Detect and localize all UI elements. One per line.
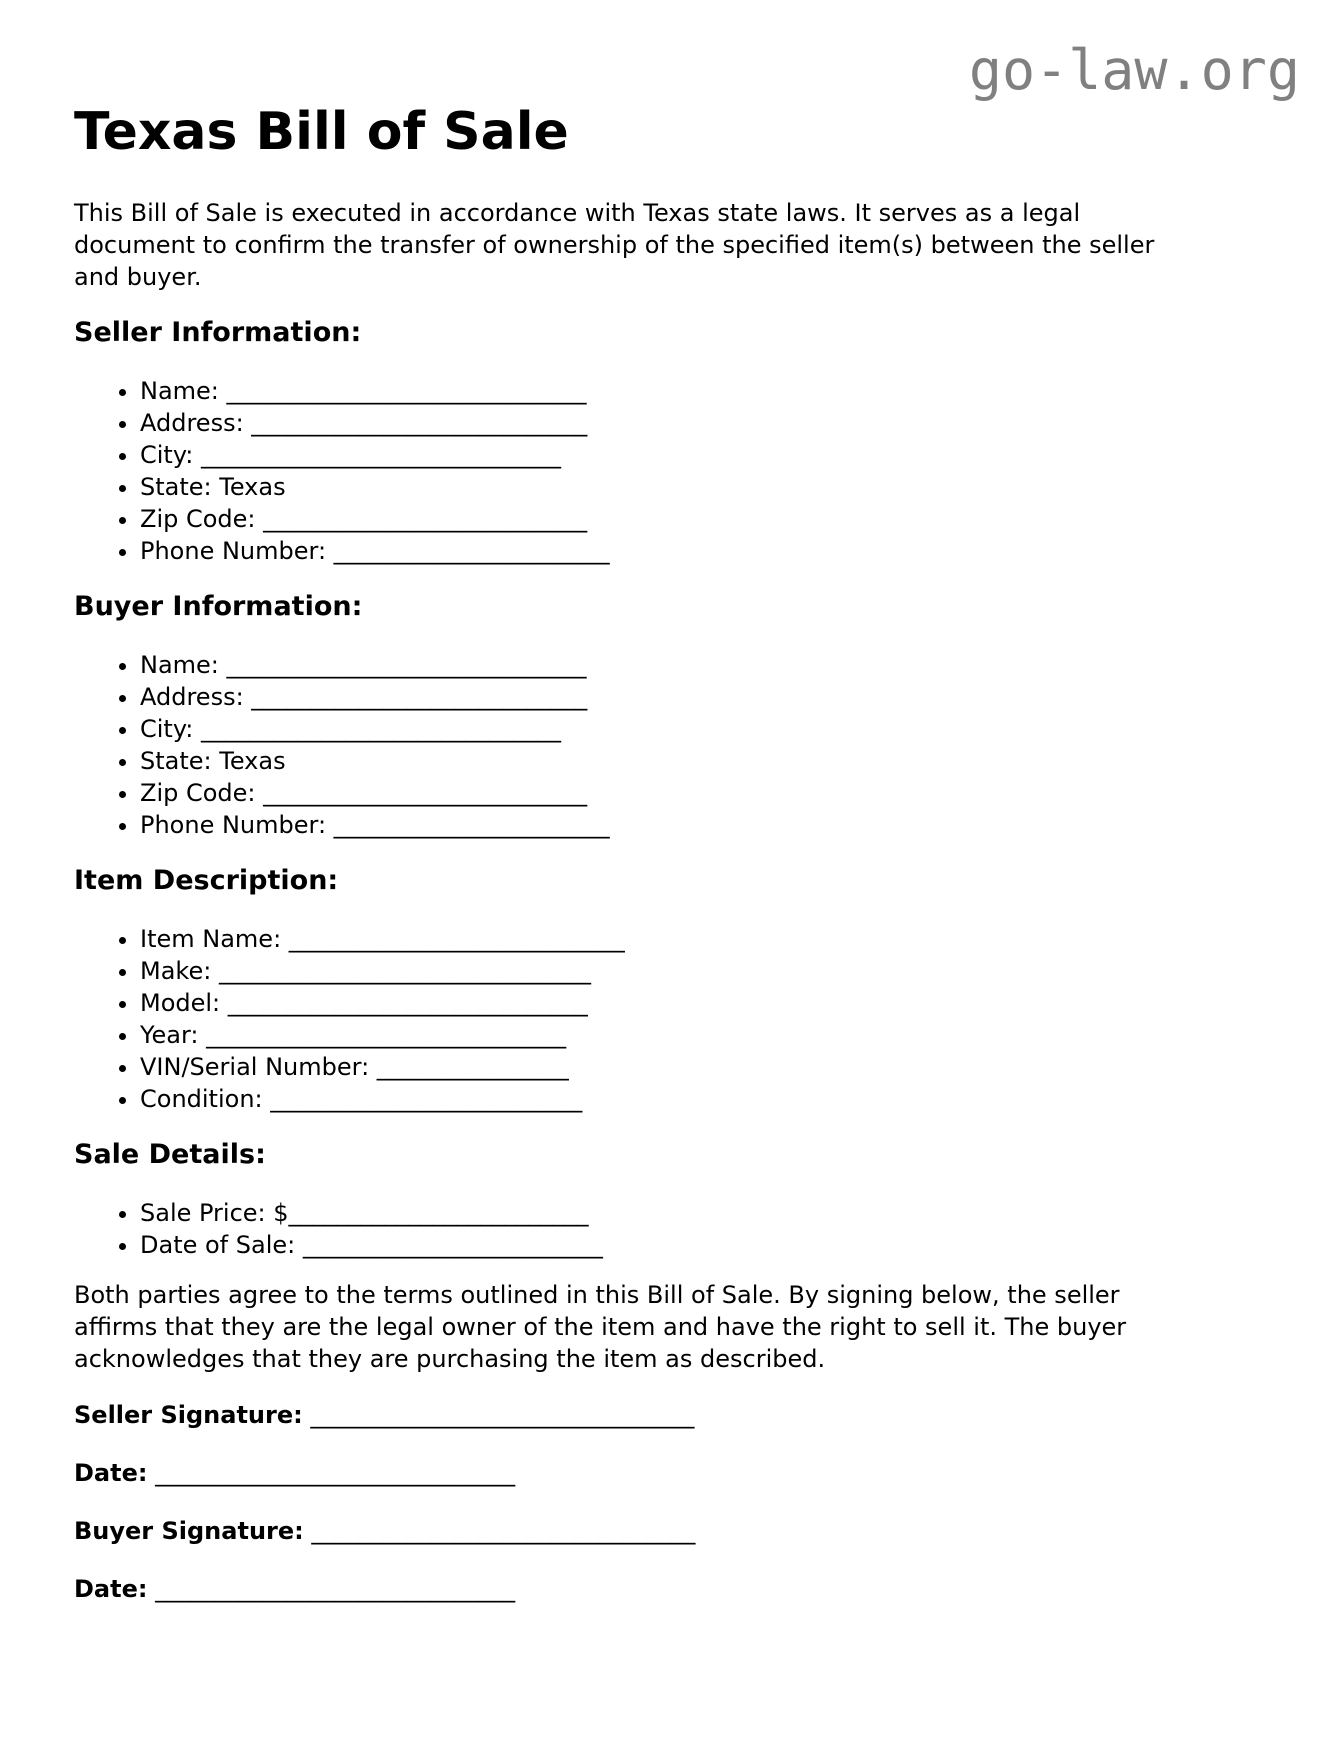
field-label: Condition: xyxy=(140,1085,263,1113)
sale-price-field xyxy=(140,1197,1300,1229)
field-label: Model: xyxy=(140,989,221,1017)
field-blank-line: __________________________ xyxy=(262,1085,583,1113)
buyer-address-field xyxy=(140,681,1300,713)
field-blank-line: ______________________________ xyxy=(193,441,562,469)
field-blank-line: _________________________ xyxy=(295,1231,603,1259)
agreement-line: acknowledges that they are purchasing the item as described. xyxy=(74,1345,826,1373)
field-blank-line: ______________________________ xyxy=(218,651,587,679)
field-label: Item Name: xyxy=(140,925,282,953)
buyer-information-heading: Buyer Information: xyxy=(74,591,363,622)
signature-label: Seller Signature: xyxy=(74,1401,303,1429)
seller-name-field xyxy=(140,375,1300,407)
field-blank-line: ___________________________ xyxy=(255,779,588,807)
buyer-zip-field xyxy=(140,777,1300,809)
field-blank-line: ____________________________ xyxy=(243,683,588,711)
field-label: Address: xyxy=(140,683,244,711)
intro-line: This Bill of Sale is executed in accordance with Texas state laws. It serves as a legal xyxy=(74,199,1081,227)
field-label: Zip Code: xyxy=(140,779,256,807)
field-value: Texas xyxy=(211,747,286,775)
item-description-list xyxy=(74,923,1300,1115)
field-value: Texas xyxy=(211,473,286,501)
buyer-signature-line xyxy=(74,1515,1300,1547)
buyer-date-line xyxy=(74,1573,1300,1605)
field-blank-line: ____________________________ xyxy=(281,925,625,953)
field-label: Phone Number: xyxy=(140,811,327,839)
seller-zip-field xyxy=(140,503,1300,535)
item-make-field xyxy=(140,955,1300,987)
intro-line: and buyer. xyxy=(74,263,202,291)
field-blank-line: ______________________________ xyxy=(218,377,587,405)
field-label: City: xyxy=(140,441,194,469)
signature-blank-line: ______________________________ xyxy=(147,1459,516,1487)
field-blank-line: _______________________ xyxy=(326,811,610,839)
signature-blank-line: ________________________________ xyxy=(303,1517,696,1545)
buyer-name-field xyxy=(140,649,1300,681)
field-blank-line: ________________ xyxy=(369,1053,569,1081)
sale-details-list xyxy=(74,1197,1300,1261)
field-label: Date of Sale: xyxy=(140,1231,296,1259)
page-title: Texas Bill of Sale xyxy=(74,102,569,162)
agreement-paragraph xyxy=(74,1279,1300,1375)
field-label: Address: xyxy=(140,409,244,437)
seller-address-field xyxy=(140,407,1300,439)
seller-information-list xyxy=(74,375,1300,567)
buyer-information-list xyxy=(74,649,1300,841)
intro-paragraph xyxy=(74,197,1300,293)
field-label: Year: xyxy=(140,1021,199,1049)
field-label: Zip Code: xyxy=(140,505,256,533)
item-year-field xyxy=(140,1019,1300,1051)
field-label: State: xyxy=(140,747,212,775)
brand-logo: go-law.org xyxy=(968,38,1300,102)
agreement-line: Both parties agree to the terms outlined in this Bill of Sale. By signing below, the seller xyxy=(74,1281,1120,1309)
field-label: Sale Price: xyxy=(140,1199,266,1227)
item-description-heading: Item Description: xyxy=(74,865,339,896)
seller-signature-line xyxy=(74,1399,1300,1431)
signature-label: Buyer Signature: xyxy=(74,1517,304,1545)
field-blank-line: _______________________ xyxy=(326,537,610,565)
sale-details-heading: Sale Details: xyxy=(74,1139,266,1170)
intro-line: document to confirm the transfer of ownership of the specified item(s) between the seller xyxy=(74,231,1155,259)
item-name-field xyxy=(140,923,1300,955)
field-blank-line: ______________________________ xyxy=(198,1021,567,1049)
seller-state-field xyxy=(140,471,1300,503)
buyer-state-field xyxy=(140,745,1300,777)
signature-label: Date: xyxy=(74,1459,148,1487)
field-blank-line: ______________________________ xyxy=(220,989,588,1017)
buyer-city-field xyxy=(140,713,1300,745)
field-label: Name: xyxy=(140,377,219,405)
field-blank-line: ____________________________ xyxy=(243,409,588,437)
field-blank-line: ___________________________ xyxy=(255,505,588,533)
signature-blank-line: ______________________________ xyxy=(147,1575,516,1603)
field-blank-line: ______________________________ xyxy=(193,715,562,743)
field-label: State: xyxy=(140,473,212,501)
sale-date-field xyxy=(140,1229,1300,1261)
field-label: Make: xyxy=(140,957,212,985)
field-label: VIN/Serial Number: xyxy=(140,1053,370,1081)
field-blank-line: _______________________________ xyxy=(211,957,591,985)
seller-city-field xyxy=(140,439,1300,471)
buyer-phone-field xyxy=(140,809,1300,841)
field-label: City: xyxy=(140,715,194,743)
field-blank-line: $_________________________ xyxy=(265,1199,589,1227)
seller-date-line xyxy=(74,1457,1300,1489)
item-model-field xyxy=(140,987,1300,1019)
item-condition-field xyxy=(140,1083,1300,1115)
field-label: Name: xyxy=(140,651,219,679)
signature-label: Date: xyxy=(74,1575,148,1603)
item-vin-field xyxy=(140,1051,1300,1083)
seller-information-heading: Seller Information: xyxy=(74,317,362,348)
agreement-line: affirms that they are the legal owner of the item and have the right to sell it. The buyer xyxy=(74,1313,1127,1341)
field-label: Phone Number: xyxy=(140,537,327,565)
seller-phone-field xyxy=(140,535,1300,567)
signature-blank-line: ________________________________ xyxy=(302,1401,695,1429)
